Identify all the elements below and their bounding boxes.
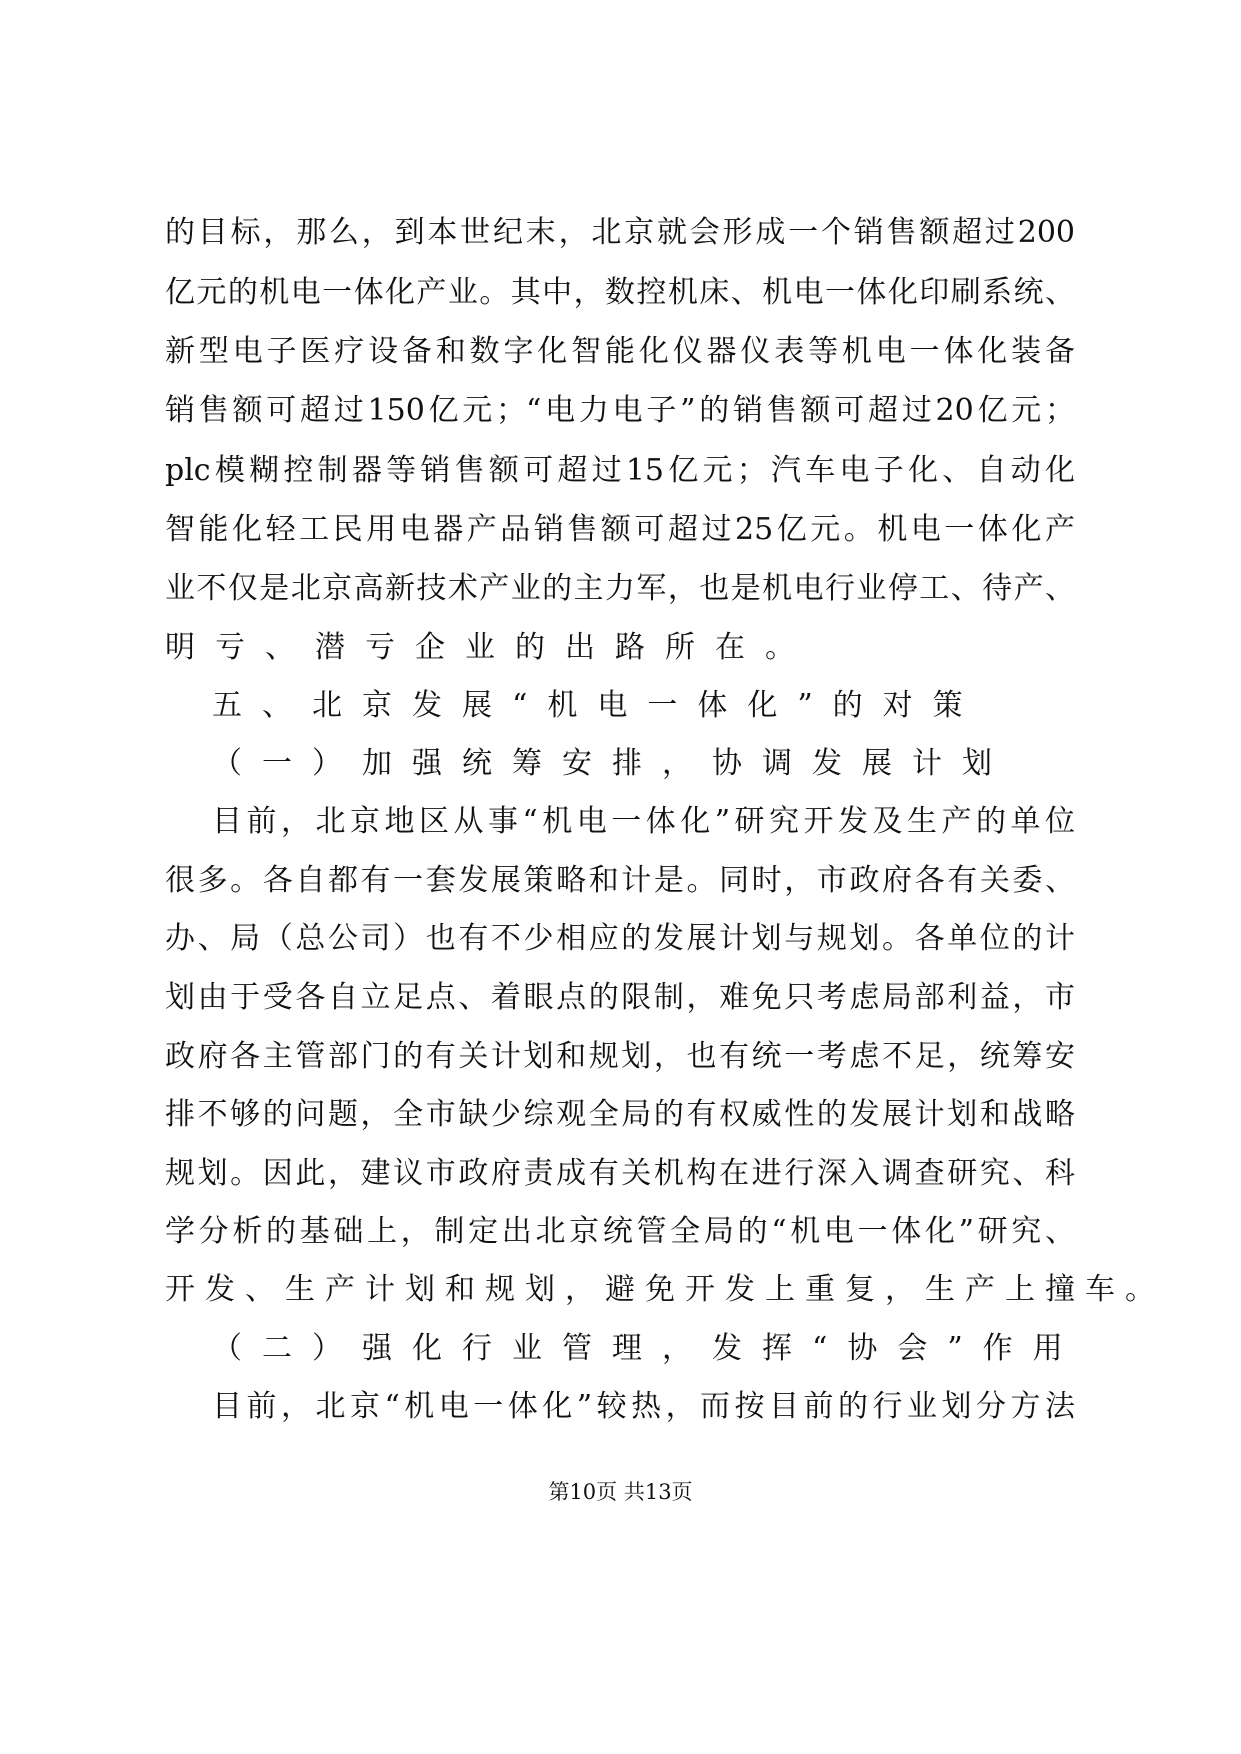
body-line: 规划。因此，建议市政府责成有关机构在进行深入调查研究、科 <box>165 1156 1075 1191</box>
body-line: 学分析的基础上，制定出北京统管全局的“机电一体化”研究、 <box>165 1214 1075 1249</box>
body-line: 业不仅是北京高新技术产业的主力军，也是机电行业停工、待产、 <box>165 571 1075 606</box>
body-line: 亿元的机电一体化产业。其中，数控机床、机电一体化印刷系统、 <box>165 275 1075 310</box>
body-line: 划由于受各自立足点、着眼点的限制，难免只考虑局部利益，市 <box>165 980 1075 1015</box>
subsection-heading: （二）强化行业管理，发挥“协会”作用 <box>212 1331 1083 1366</box>
body-line: 目前，北京“机电一体化”较热，而按目前的行业划分方法 <box>212 1389 1075 1424</box>
body-line: 排不够的问题，全市缺少综观全局的有权威性的发展计划和战略 <box>165 1097 1075 1132</box>
body-line: 智能化轻工民用电器产品销售额可超过25亿元。机电一体化产 <box>165 512 1075 547</box>
body-line: 销售额可超过150亿元；“电力电子”的销售额可超过20亿元； <box>165 393 1075 428</box>
body-line: 的目标，那么，到本世纪末，北京就会形成一个销售额超过200 <box>165 215 1075 250</box>
body-line: 目前，北京地区从事“机电一体化”研究开发及生产的单位 <box>212 804 1075 839</box>
section-heading: 五、北京发展“机电一体化”的对策 <box>212 688 983 723</box>
subsection-heading: （一）加强统筹安排，协调发展计划 <box>212 746 1012 781</box>
body-line: 政府各主管部门的有关计划和规划，也有统一考虑不足，统筹安 <box>165 1039 1075 1074</box>
page-number-footer: 第10页 共13页 <box>548 1480 693 1504</box>
body-line: 开发、生产计划和规划，避免开发上重复，生产上撞车。 <box>165 1272 1165 1307</box>
body-line: plc模糊控制器等销售额可超过15亿元；汽车电子化、自动化 <box>165 453 1075 488</box>
body-line: 明亏、潜亏企业的出路所在。 <box>165 630 815 665</box>
body-line: 新型电子医疗设备和数字化智能化仪器仪表等机电一体化装备 <box>165 334 1075 369</box>
body-line: 办、局（总公司）也有不少相应的发展计划与规划。各单位的计 <box>165 921 1075 956</box>
body-line: 很多。各自都有一套发展策略和计是。同时，市政府各有关委、 <box>165 863 1075 898</box>
